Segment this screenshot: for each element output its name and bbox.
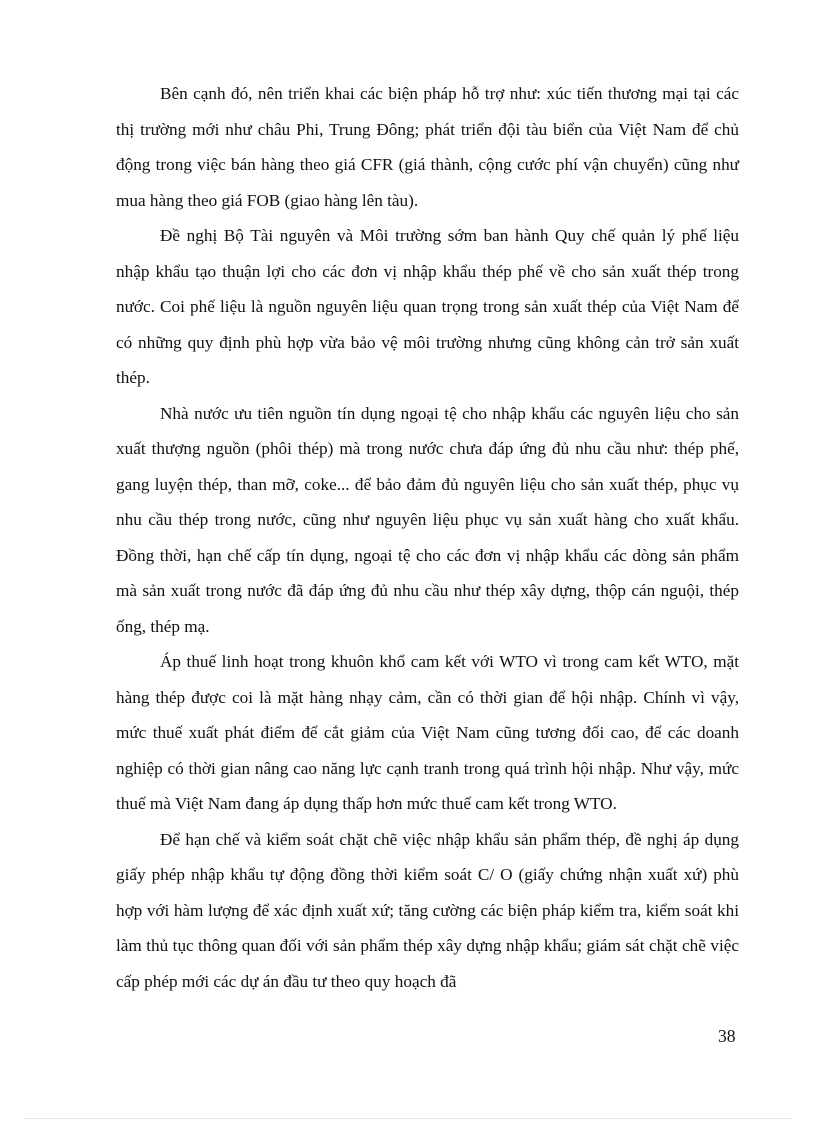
paragraph: Áp thuế linh hoạt trong khuôn khổ cam kết với WTO vì trong cam kết WTO, mặt hàng thép được coi là mặt hàng nhạy cảm, cần có thời gian để hội nhập. Chính vì vậy, mức thuế xuất phát điểm để cắt giảm của Việt Nam cũng tương đối cao, để các doanh nghiệp có thời gian nâng cao năng lực cạnh tranh trong quá trình hội nhập. Như vậy, mức thuế mà Việt Nam đang áp dụng thấp hơn mức thuế cam kết trong WTO. (116, 652, 739, 813)
paragraph: Để hạn chế và kiểm soát chặt chẽ việc nhập khẩu sản phẩm thép, đề nghị áp dụng giấy phép nhập khẩu tự động đồng thời kiểm soát C/ O (giấy chứng nhận xuất xứ) phù hợp với hàm lượng để xác định xuất xứ; tăng cường các biện pháp kiểm tra, kiểm soát khi làm thủ tục thông quan đối với sản phẩm thép xây dựng nhập khẩu; giám sát chặt chẽ việc cấp phép mới các dự án đầu tư theo quy hoạch đã (116, 829, 739, 991)
body-text (116, 76, 739, 999)
paragraph: Bên cạnh đó, nên triển khai các biện pháp hỗ trợ như: xúc tiến thương mại tại các thị trường mới như châu Phi, Trung Đông; phát triển đội tàu biển của Việt Nam để chủ động trong việc bán hàng theo giá CFR (giá thành, cộng cước phí vận chuyển) cũng như mua hàng theo giá FOB (giao hàng lên tàu). (116, 84, 739, 210)
page-number: 38 (718, 1026, 736, 1046)
paragraph: Đề nghị Bộ Tài nguyên và Môi trường sớm ban hành Quy chế quản lý phế liệu nhập khẩu tạo thuận lợi cho các đơn vị nhập khẩu thép phế về cho sản xuất thép trong nước. Coi phế liệu là nguồn nguyên liệu quan trọng trong sản xuất thép của Việt Nam để có những quy định phù hợp vừa bảo vệ môi trường nhưng cũng không cản trở sản xuất thép. (116, 226, 739, 387)
paragraph: Nhà nước ưu tiên nguồn tín dụng ngoại tệ cho nhập khẩu các nguyên liệu cho sản xuất thượng nguồn (phôi thép) mà trong nước chưa đáp ứng đủ nhu cầu như: thép phế, gang luyện thép, than mỡ, coke... để bảo đảm đủ nguyên liệu cho sản xuất thép, phục vụ nhu cầu thép trong nước, cũng như nguyên liệu phục vụ sản xuất hàng cho xuất khẩu. Đồng thời, hạn chế cấp tín dụng, ngoại tệ cho các đơn vị nhập khẩu các dòng sản phẩm mà sản xuất trong nước đã đáp ứng đủ nhu cầu như thép xây dựng, thộp cán nguội, thép ống, thép mạ. (116, 403, 739, 636)
bottom-edge-divider (24, 1118, 792, 1119)
